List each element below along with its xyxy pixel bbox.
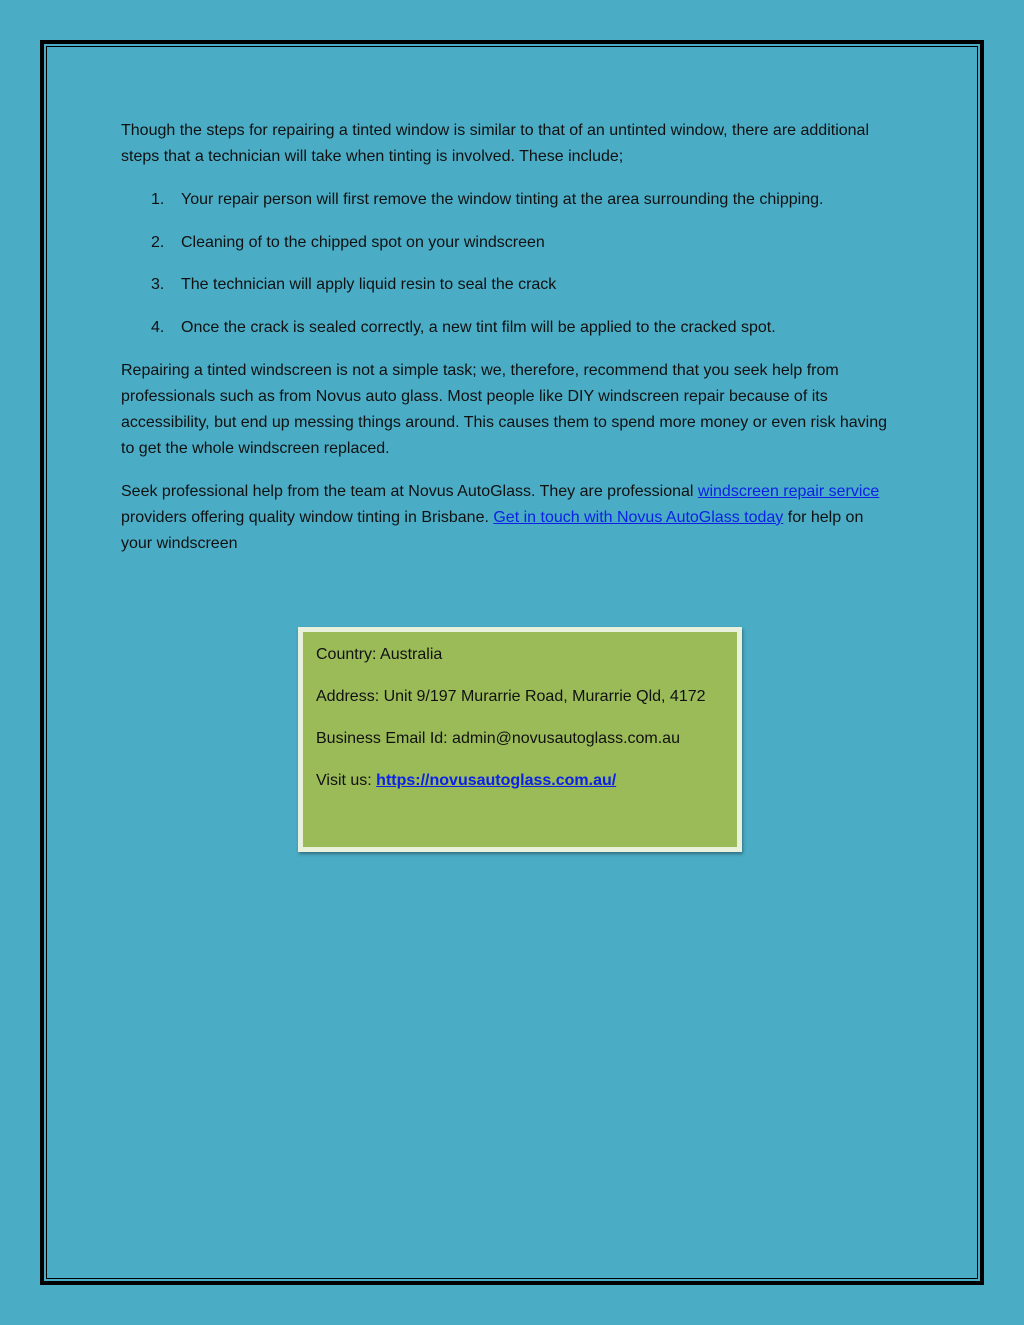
list-item: [121, 272, 891, 298]
recommendation-paragraph: Repairing a tinted windscreen is not a simple task; we, therefore, recommend that you seek help from professionals such as from Novus auto glass. Most people like DIY windscreen repair because of its accessibility, but end up messing things around. This causes them to spend more money or even risk having to get the whole windscreen replaced.: [121, 361, 888, 457]
step-text: Cleaning of to the chipped spot on your windscreen: [181, 233, 545, 251]
windscreen-repair-service-link[interactable]: windscreen repair service: [697, 482, 880, 500]
list-item: [121, 315, 891, 341]
website-link[interactable]: https://novusautoglass.com.au/: [376, 772, 617, 789]
get-in-touch-link[interactable]: Get in touch with Novus AutoGlass today: [493, 508, 784, 526]
step-number: 2.: [151, 233, 165, 251]
intro-paragraph: Though the steps for repairing a tinted window is similar to that of an untinted window, there are additional steps that a technician will take when tinting is involved. These include;: [121, 122, 869, 165]
step-text: Once the crack is sealed correctly, a new tint film will be applied to the cracked spot.: [181, 318, 776, 336]
step-text: The technician will apply liquid resin to seal the crack: [181, 276, 557, 293]
step-number: 4.: [151, 318, 165, 336]
country-line: Country: Australia: [316, 646, 443, 663]
main-content: [121, 118, 891, 574]
steps-list: [121, 187, 891, 341]
contact-text-3: for help on your windscreen: [121, 508, 864, 552]
business-info-box: [298, 627, 742, 852]
step-number: 3.: [151, 276, 165, 293]
contact-text-2: providers offering quality window tinting in Brisbane.: [121, 508, 494, 526]
email-line: Business Email Id: admin@novusautoglass.com.au: [316, 730, 680, 747]
step-text: Your repair person will first remove the window tinting at the area surrounding the chipping.: [181, 191, 824, 208]
step-number: 1.: [151, 191, 165, 208]
address-line: Address: Unit 9/197 Murarrie Road, Murarrie Qld, 4172: [316, 688, 706, 705]
contact-paragraph: [121, 479, 891, 557]
contact-text-1: Seek professional help from the team at Novus AutoGlass. They are professional: [121, 482, 698, 500]
visit-label: Visit us:: [316, 772, 377, 789]
list-item: [121, 230, 891, 256]
list-item: [121, 187, 891, 213]
visit-line: [316, 768, 725, 794]
